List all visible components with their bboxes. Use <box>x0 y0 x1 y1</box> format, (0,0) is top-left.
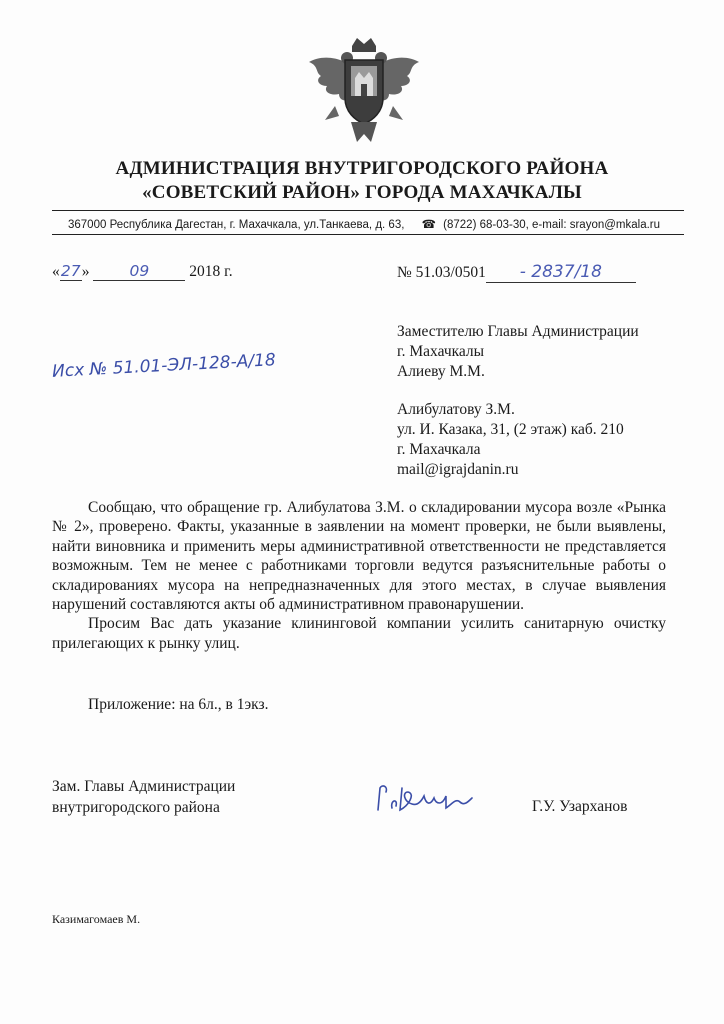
organization-name-line2: «СОВЕТСКИЙ РАЙОН» ГОРОДА МАХАЧКАЛЫ <box>142 182 582 203</box>
coat-of-arms-emblem <box>305 36 423 146</box>
date-day: 27 <box>60 262 81 280</box>
recipient-block-2 <box>397 400 624 480</box>
address-text: 367000 Республика Дагестан, г. Махачкала, ул.Танкаева, д. 63, <box>68 219 405 231</box>
executor-name: Казимагомаев М. <box>52 912 141 926</box>
signatory-name: Г.У. Узарханов <box>532 798 628 815</box>
header-divider-top <box>52 210 684 211</box>
incoming-reference: Исх № 51.01-ЭЛ-128-А/18 <box>51 350 277 382</box>
date-quote-close: » <box>81 263 90 280</box>
date-quote-open: « <box>52 263 60 280</box>
recipient1-line2: г. Махачкалы <box>397 343 485 360</box>
recipient-block-1 <box>397 322 639 382</box>
recipient1-line3: Алиеву М.М. <box>397 363 485 380</box>
recipient1-line1: Заместителю Главы Администрации <box>397 323 639 340</box>
recipient2-line4: mail@igrajdanin.ru <box>397 461 519 478</box>
document-number <box>397 262 636 283</box>
recipient2-line2: ул. И. Казака, 31, (2 этаж) каб. 210 <box>397 421 624 438</box>
number-handwritten: - 2837/18 <box>486 262 636 283</box>
organization-name-line1: АДМИНИСТРАЦИЯ ВНУТРИГОРОДСКОГО РАЙОНА <box>115 158 609 179</box>
date-month: 09 <box>93 262 185 281</box>
attachment-note: Приложение: на 6л., в 1экз. <box>88 696 269 713</box>
handwritten-signature <box>372 780 482 820</box>
body-paragraph-2: Просим Вас дать указание клининговой компании усилить санитарную очистку прилегающих к рынку улиц. <box>52 615 666 652</box>
signatory-position <box>52 776 235 818</box>
signatory-position-line1: Зам. Главы Администрации <box>52 778 236 795</box>
recipient2-line3: г. Махачкала <box>397 441 481 458</box>
address-line <box>68 217 660 231</box>
body-paragraph-1: Сообщаю, что обращение гр. Алибулатова З.М. о складировании мусора возле «Рынка № 2», проверено. Факты, указанные в заявлении на момент проверки, не были выявлены, найти виновника и применить меры административной ответственности не представляется возможным. Тем не менее с работниками торговли ведутся разъяснительные работы о складированиях мусора на непредназначенных для этого местах, в случае выявления нарушений составляются акты об административном правонарушении. <box>52 499 666 614</box>
date-year: 2018 г. <box>189 263 233 280</box>
signatory-position-line2: внутригородского района <box>52 799 220 816</box>
header-divider-bottom <box>52 234 684 235</box>
contacts-text: (8722) 68-03-30, e-mail: srayon@mkala.ru <box>443 219 661 231</box>
letter-body <box>52 498 666 653</box>
recipient2-line1: Алибулатову З.М. <box>397 401 515 418</box>
telephone-icon: ☎ <box>421 219 436 231</box>
document-date <box>52 262 233 281</box>
number-prefix: № 51.03/0501 <box>397 264 486 281</box>
